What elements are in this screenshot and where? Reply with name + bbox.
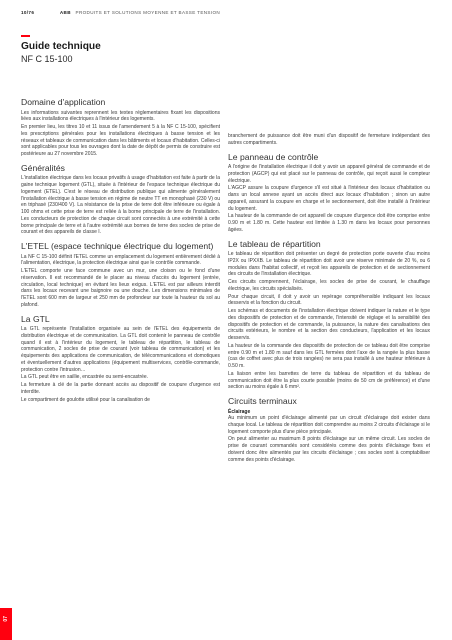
page-header [21, 10, 442, 15]
heading-gtl: La GTL [21, 313, 50, 324]
heading-circuits: Circuits terminaux [228, 396, 297, 406]
left-column [21, 98, 220, 404]
paragraph: La NF C 15-100 définit l'ETEL comme un emplacement du logement entièrement dédié à l'alimentation, électrique, la protection électrique ainsi que le contrôle commande. [21, 253, 220, 267]
heading-panneau: Le panneau de contrôle [228, 151, 319, 162]
accent-rule [21, 35, 30, 37]
paragraph: Pour chaque circuit, il doit y avoir un repérage compréhensible indiquant les locaux desservis et la fonction du circuit. [228, 293, 430, 307]
paragraph: La hauteur de la commande de cet appareil de coupure d'urgence doit être comprise entre 0.90 m et 1.80 m. Cette hauteur est limitée à 1.30 m dans les locaux pour personnes âgées. [228, 213, 430, 233]
paragraph: L'installation électrique dans les locaux privatifs à usage d'habitation est faite à partir de la gaine technique logement (GTL), située à l'intérieur de l'espace technique électrique du logement (ETEL). C'est le réseau de distribution publique qui alimente généralement l'installation électrique à basse tension en régime de neutre TT en monophasé (230 V) ou en triphasé (230/400 V). La résistance de la prise de terre doit être inférieure ou égale à 100 ohms et cette prise de terre est reliée à la borne principale de terre de l'installation. Les conducteurs de protection de chaque circuit sont connectés à une extrémité à cette borne principale de terre et à l'autre extrémité aux bornes de terre des socles de prise de courant et des appareils de classe I. [21, 175, 220, 236]
paragraph: L'AGCP assure la coupure d'urgence s'il est situé à l'intérieur des locaux d'habitation ou dans un local annexe ayant un accès direct aux locaux d'habitation ; sinon un autre appareil, assurant la coupure en charge et le sectionnement, doit être installé à l'intérieur du logement. [228, 185, 430, 212]
chapter-tab [0, 608, 12, 640]
paragraph: Ces circuits comprennent, l'éclairage, les socles de prise de courant, le chauffage électrique, les circuits spécialisés. [228, 279, 430, 292]
paragraph: On peut alimenter au maximum 8 points d'éclairage sur un même circuit. Les socles de prise de courant commandés sont considérés comme des points d'éclairage fixes et doivent donc être alimentés par les circuits d'éclairage ; ces socles sont à comptabiliser comme des points d'éclairage. [228, 436, 430, 463]
heading-generalites: Généralités [21, 162, 65, 173]
paragraph: Les schémas et documents de l'installation électrique doivent indiquer la nature et le type des dispositifs de protection et de commande, l'intensité de réglage et la sensibilité des dispositifs de protection et de commande, la puissance, la nature des canalisations des circuits extérieurs, le nombre et la section des conducteurs, l'application et les locaux desservis. [228, 308, 430, 341]
title-block [21, 41, 221, 65]
paragraph: En premier lieu, les titres 10 et 11 issus de l'amendement 5 à la NF C 15-100, spécifient les prescriptions générales pour les installations électriques à basse tension et les réseaux et tableaux de communication dans les bâtiments et locaux d'habitation. Celles-ci sont applicables pour tous les ouvrages dont la date de dépôt de permis de construire est postérieure au 27 novembre 2015. [21, 124, 220, 157]
page-number: 10/76 [21, 10, 35, 15]
brand-label: ABB [59, 10, 71, 15]
document-title: Guide technique [21, 41, 101, 52]
paragraph: Le compartiment de goulotte utilisé pour la canalisation de [21, 396, 150, 403]
heading-tableau: Le tableau de répartition [228, 238, 321, 249]
header-subtitle: PRODUITS ET SOLUTIONS MOYENNE ET BASSE TENSION [75, 10, 221, 15]
paragraph: L'ETEL comporte une face commune avec un mur, une cloison ou le fond d'une réservation. Il est recommandé de le placer au niveau d'accès du logement (entrée, circulation, local technique) en évitant les lieux exigus. L'ETEL est par ailleurs interdit dans les locaux recevant une baignoire ou une douche. Les dimensions minimales de l'ETEL sont 600 mm de largeur et 250 mm de profondeur sur toute la hauteur du sol au plafond. [21, 268, 220, 308]
document-subtitle: NF C 15-100 [21, 54, 73, 64]
paragraph: La hauteur de la commande des dispositifs de protection de ce tableau doit être comprise entre 0.90 m et 1.80 m sauf dans les GTL fermées dont l'axe de la rangée la plus basse (cas de coffret avec plus de trois rangées) ne sera pas installé à une hauteur inférieure à 0.50 m. [228, 342, 430, 369]
paragraph: La GTL représente l'installation organisée au sein de l'ETEL des équipements de distribution électrique et de communication. La GTL doit contenir le panneau de contrôle quand il est à l'intérieur du logement, le tableau de répartition, le tableau de communication, 2 socles de prise de courant (voir tableau de communication) et les équipements des applications de communication, de télécommunications et domotiques et éventuellement d'autres applications (équipement multiservices, contrôle-commande, protection contre l'intrusion… [21, 326, 220, 373]
subheading-eclairage: Éclairage [228, 408, 251, 415]
heading-domaine: Domaine d'application [21, 97, 106, 107]
paragraph: La GTL peut être en saillie, encastrée ou semi-encastrée. [21, 374, 149, 381]
paragraph: La fermeture à clé de la partie donnant accès au dispositif de coupure d'urgence est interdite. [21, 382, 220, 395]
paragraph: branchement de puissance doit être muni d'un dispositif de fermeture indépendant des autres compartiments. [228, 133, 430, 146]
paragraph: Au minimum un point d'éclairage alimenté par un circuit d'éclairage doit exister dans chaque local. Le tableau de répartition doit comprendre au moins 2 circuits d'éclairage si le logement comporte plus d'une pièce principale. [228, 415, 430, 435]
paragraph: A l'origine de l'installation électrique il doit y avoir un appareil général de commande et de protection (AGCP) qui est placé sur le panneau de contrôle, qui reçoit aussi le compteur électrique. [228, 164, 430, 184]
paragraph: Les informations suivantes reprennent les textes réglementaires fixant les dispositions liées aux installations électriques à l'intérieur des logements. [21, 109, 220, 123]
heading-etel: L'ETEL (espace technique électrique du logement) [21, 241, 214, 251]
right-column [228, 133, 430, 464]
paragraph: Le tableau de répartition doit présenter un degré de protection porte ouverte d'au moins IP2X ou IPXXB. Le tableau de répartition doit avoir une réserve minimale de 20 %, ou 6 modules dans l'habitat collectif, et reçoit les appareils de protection et de sectionnement des circuits de l'installation électrique. [228, 251, 430, 278]
chapter-tab-label: 07 [3, 616, 9, 622]
paragraph: La liaison entre les barrettes de terre du tableau de répartition et du tableau de communication doit être la plus courte possible (moins de 50 cm de préférence) et d'une section au moins égale à 6 mm². [228, 370, 430, 391]
